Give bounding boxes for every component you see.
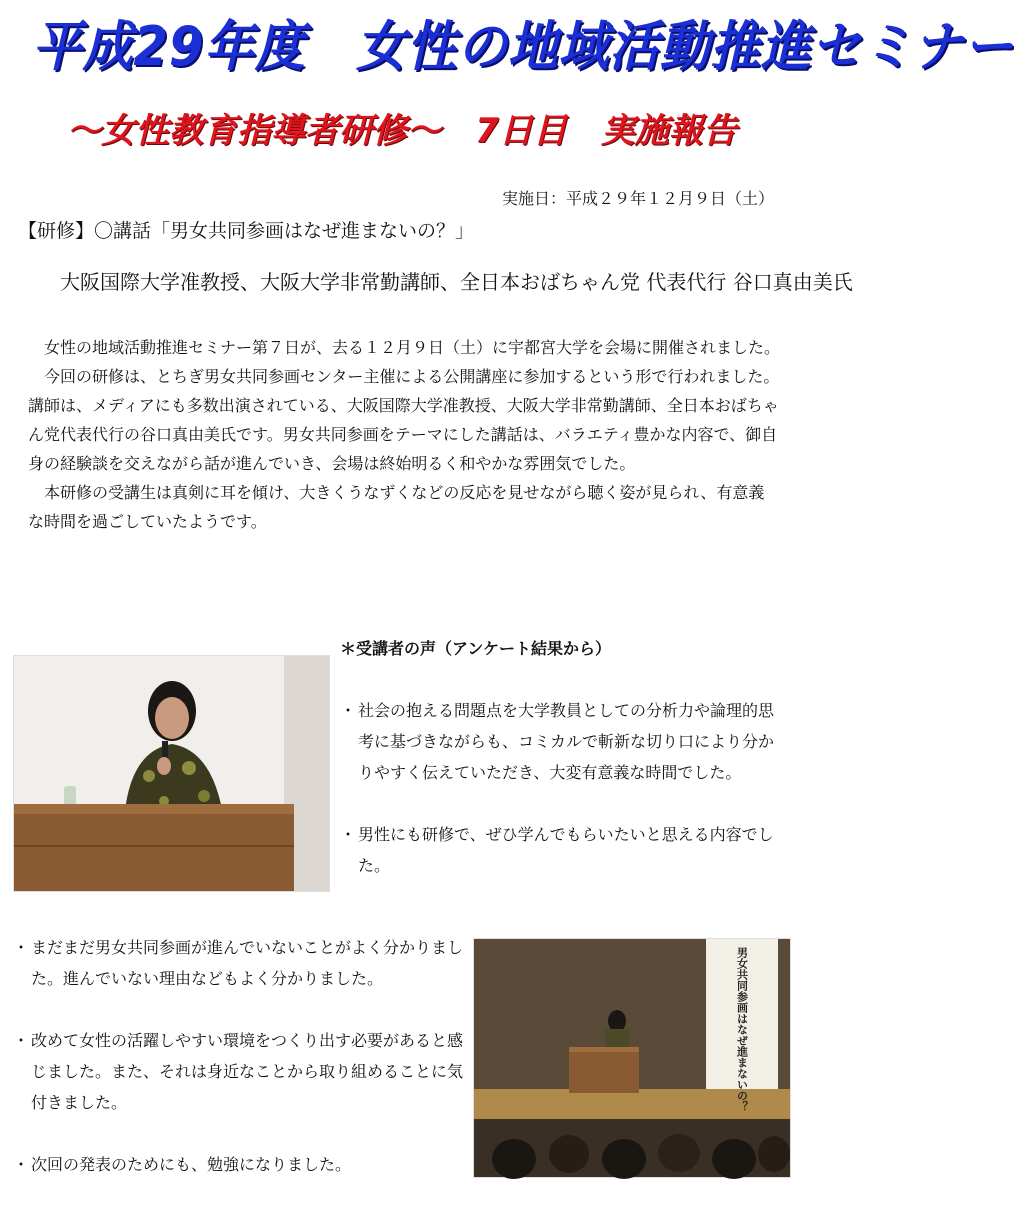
- paragraph: 今回の研修は、とちぎ男女共同参画センター主催による公開講座に参加するという形で行われました。講師は、メディアにも多数出演されている、大阪国際大学准教授、大阪大学非常勤講師、全日本おばちゃん党代表代行の谷口真由美氏です。男女共同参画をテーマにした講話は、バラエティ豊かな内容で、御自身の経験談を交えながら話が進んでいき、会場は終始明るく和やかな雰囲気でした。: [28, 367, 780, 473]
- lecturer-photo-illustration: [14, 656, 329, 891]
- paragraph: 女性の地域活動推進セミナー第７日が、去る１２月９日（土）に宇都宮大学を会場に開催されました。: [44, 338, 781, 357]
- voices-list-left: [13, 932, 463, 1211]
- page-title: 平成29年度 女性の地域活動推進セミナー: [32, 15, 1014, 78]
- venue-photo: [473, 938, 791, 1178]
- venue-photo-illustration: [474, 939, 790, 1177]
- voices-list-right: [340, 695, 785, 912]
- list-item: ・ 社会の抱える問題点を大学教員としての分析力や論理的思考に基づきながらも、コミカルで斬新な切り口により分かりやすく伝えていただき、大変有意義な時間でした。: [340, 695, 785, 788]
- page-subtitle: ～女性教育指導者研修～ 7日目 実施報告: [67, 111, 737, 151]
- voices-heading: ＊受講者の声（アンケート結果から）: [340, 639, 612, 658]
- lecturer-photo: [13, 655, 330, 892]
- paragraph: 本研修の受講生は真剣に耳を傾け、大きくうなずくなどの反応を見せながら聴く姿が見られ、有意義な時間を過ごしていたようです。: [28, 483, 765, 531]
- bullet-mark: ・: [13, 1031, 30, 1050]
- list-item: ・ まだまだ男女共同参画が進んでいないことがよく分かりました。進んでいない理由などもよく分かりました。: [13, 932, 463, 994]
- list-item: ・ 改めて女性の活躍しやすい環境をつくり出す必要があると感じました。また、それは身近なことから取り組めることに気付きました。: [13, 1025, 463, 1118]
- list-item: ・ 男性にも研修で、ぜひ学んでもらいたいと思える内容でした。: [340, 819, 785, 881]
- lecture-title: 【研修】〇講話「男女共同参画はなぜ進まないの？」: [18, 220, 475, 242]
- report-body: [28, 333, 780, 536]
- bullet-mark: ・: [340, 825, 357, 844]
- bullet-mark: ・: [13, 938, 30, 957]
- banner-text: 男女共同参画はなぜ進まないの？: [735, 947, 749, 1112]
- lecturer-name: 大阪国際大学准教授、大阪大学非常勤講師、全日本おばちゃん党 代表代行 谷口真由美氏: [60, 270, 853, 294]
- list-item: ・ 次回の発表のためにも、勉強になりました。: [13, 1149, 463, 1180]
- bullet-mark: ・: [13, 1155, 30, 1174]
- bullet-mark: ・: [340, 701, 357, 720]
- event-date: 実施日：平成２９年１２月９日（土）: [501, 189, 774, 208]
